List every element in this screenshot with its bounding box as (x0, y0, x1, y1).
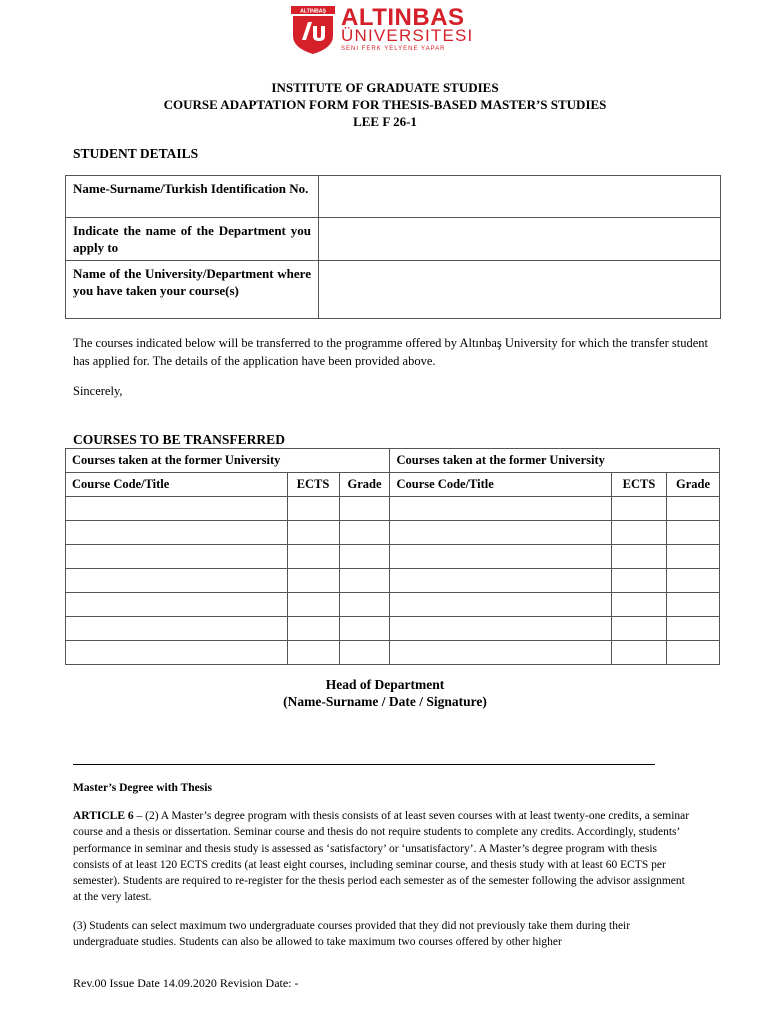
table-cell[interactable] (612, 569, 667, 593)
table-cell[interactable] (666, 641, 719, 665)
table-row (66, 617, 720, 641)
article-text: – (2) A Master’s degree program with thesis consists of at least seven courses with at least twenty-one credits, a seminar course and a thesis or dissertation. Seminar course and thesis do not require students to complete any credits. Accordingly, students’ performance in seminar and thesis study is assessed as ‘satisfactory’ or ‘unsatisfactory’. A Master’s degree program with thesis consists of at least 120 ECTS credits (at least eight courses, including seminar course, and thesis study with at least 60 ECTS per semester). Students are required to re-register for the thesis period each semester as of the semester following the advisor assignment at the very latest. (73, 810, 690, 904)
details-value-field[interactable] (319, 261, 721, 319)
column-header: Grade (339, 473, 390, 497)
table-cell[interactable] (390, 641, 612, 665)
table-cell[interactable] (390, 521, 612, 545)
column-header: Course Code/Title (66, 473, 288, 497)
table-cell[interactable] (612, 497, 667, 521)
table-cell[interactable] (339, 617, 390, 641)
separator-line (73, 764, 655, 765)
courses-group-header (66, 449, 720, 473)
table-cell[interactable] (612, 641, 667, 665)
table-cell[interactable] (287, 497, 339, 521)
details-row (66, 261, 721, 319)
form-code: LEE F 26-1 (353, 114, 417, 129)
table-row (66, 497, 720, 521)
article-6-paragraph (73, 808, 695, 906)
left-group-header: Courses taken at the former University (66, 449, 390, 473)
logo-subname: ÜNIVERSITESI (341, 26, 474, 45)
table-cell[interactable] (287, 521, 339, 545)
table-cell[interactable] (666, 497, 719, 521)
table-cell[interactable] (390, 497, 612, 521)
table-row (66, 593, 720, 617)
table-cell[interactable] (66, 521, 288, 545)
table-cell[interactable] (287, 545, 339, 569)
courses-heading: COURSES TO BE TRANSFERRED (73, 432, 285, 447)
table-cell[interactable] (339, 497, 390, 521)
table-cell[interactable] (66, 569, 288, 593)
table-cell[interactable] (666, 569, 719, 593)
form-title: COURSE ADAPTATION FORM FOR THESIS-BASED MASTER’S STUDIES (163, 97, 607, 112)
details-value-field[interactable] (319, 218, 721, 261)
courses-table (65, 448, 720, 665)
logo-badge-text: ALTINBAŞ (300, 8, 326, 15)
closing-text: Sincerely, (73, 384, 123, 398)
table-cell[interactable] (287, 593, 339, 617)
table-cell[interactable] (666, 593, 719, 617)
table-cell[interactable] (287, 641, 339, 665)
table-cell[interactable] (339, 545, 390, 569)
student-details-table (65, 175, 721, 319)
table-cell[interactable] (666, 617, 719, 641)
logo-name: ALTINBAS (341, 4, 465, 31)
column-header: Grade (666, 473, 719, 497)
shield-logo-icon (291, 6, 335, 54)
notes-heading: Master’s Degree with Thesis (73, 782, 212, 794)
logo-tagline: SENI FERK YELYENE YAPAR (341, 46, 446, 52)
university-logo (291, 6, 335, 54)
table-cell[interactable] (339, 641, 390, 665)
details-value-field[interactable] (319, 176, 721, 218)
table-cell[interactable] (390, 617, 612, 641)
table-cell[interactable] (66, 593, 288, 617)
table-cell[interactable] (666, 545, 719, 569)
table-cell[interactable] (66, 641, 288, 665)
student-details-heading: STUDENT DETAILS (73, 146, 199, 161)
table-cell[interactable] (666, 521, 719, 545)
article-label: ARTICLE 6 (73, 810, 134, 822)
table-cell[interactable] (339, 593, 390, 617)
table-cell[interactable] (339, 521, 390, 545)
table-row (66, 521, 720, 545)
table-cell[interactable] (66, 497, 288, 521)
signature-title: Head of Department (325, 677, 445, 692)
table-cell[interactable] (66, 617, 288, 641)
table-row (66, 641, 720, 665)
column-header: ECTS (612, 473, 667, 497)
transfer-paragraph: The courses indicated below will be transferred to the programme offered by Altınbaş University for which the transfer student has applied for. The details of the application have been provided above. (73, 336, 708, 368)
column-header: Course Code/Title (390, 473, 612, 497)
details-label: Indicate the name of the Department you apply to (66, 218, 319, 261)
details-row (66, 218, 721, 261)
table-cell[interactable] (287, 617, 339, 641)
table-cell[interactable] (66, 545, 288, 569)
table-cell[interactable] (612, 593, 667, 617)
signature-subtitle: (Name-Surname / Date / Signature) (283, 694, 487, 709)
details-label: Name-Surname/Turkish Identification No. (66, 176, 319, 218)
table-cell[interactable] (390, 569, 612, 593)
table-cell[interactable] (390, 545, 612, 569)
details-label: Name of the University/Department where you have taken your course(s) (66, 261, 319, 319)
right-group-header: Courses taken at the former University (390, 449, 720, 473)
table-cell[interactable] (339, 569, 390, 593)
table-row (66, 545, 720, 569)
table-row (66, 569, 720, 593)
column-header: ECTS (287, 473, 339, 497)
table-cell[interactable] (287, 569, 339, 593)
details-row (66, 176, 721, 218)
footer-revision: Rev.00 Issue Date 14.09.2020 Revision Date: - (73, 976, 299, 990)
table-cell[interactable] (612, 521, 667, 545)
table-cell[interactable] (390, 593, 612, 617)
institute-title: INSTITUTE OF GRADUATE STUDIES (271, 80, 499, 95)
table-cell[interactable] (612, 545, 667, 569)
article-paragraph-3: (3) Students can select maximum two undergraduate courses provided that they did not previously take them during their undergraduate studies. Students can also be allowed to take maximum two courses offered by other higher (73, 920, 631, 949)
table-cell[interactable] (612, 617, 667, 641)
courses-column-header (66, 473, 720, 497)
